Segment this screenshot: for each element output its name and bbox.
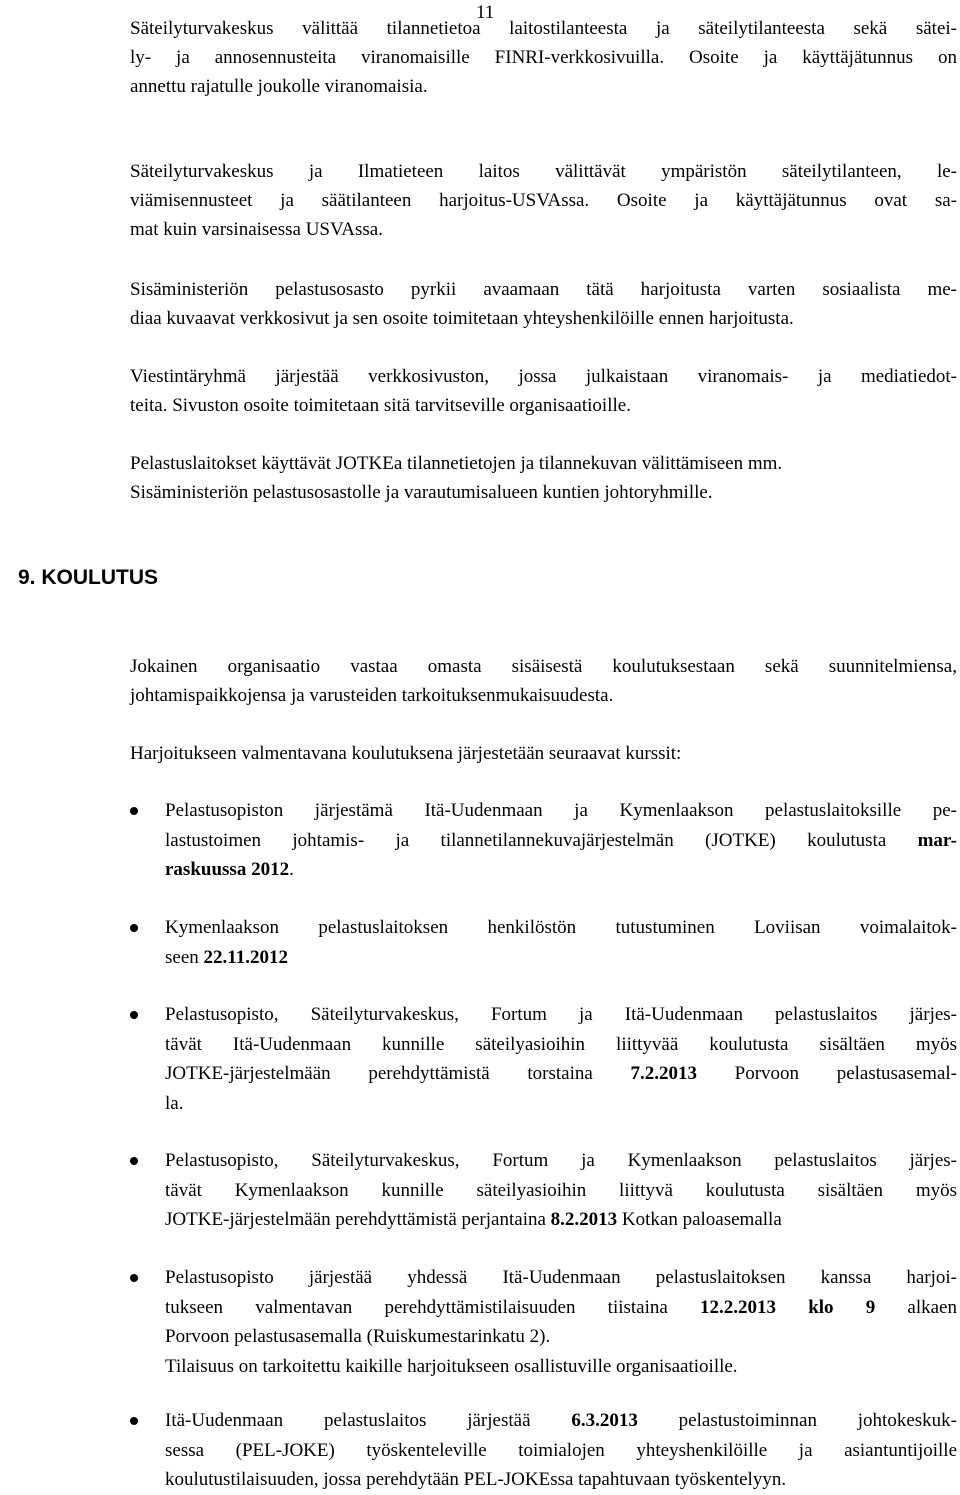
text-run: pelastustoiminnan johtokeskuk-	[637, 1410, 957, 1431]
text-run: JOTKE-järjestelmään perehdyttämistä perjantaina	[165, 1209, 551, 1230]
list-item-text	[165, 1406, 957, 1495]
list-item-line: tävät Itä-Uudenmaan kunnille säteilyasioihin liittyvää koulutusta sisältäen myös	[165, 1033, 957, 1055]
list-item-line	[165, 1406, 957, 1436]
paragraph-line: Säteilyturvakeskus ja Ilmatieteen laitos välittävät ympäristön säteilytilanteen, le-	[130, 161, 957, 182]
paragraph-line: Sisäministeriön pelastusosasto pyrkii avaamaan tätä harjoitusta varten sosiaalista me-	[130, 279, 957, 300]
paragraph-line: ly- ja annosennusteita viranomaisille FINRI-verkkosivuilla. Osoite ja käyttäjätunnus on	[130, 47, 957, 68]
bullet-icon	[130, 807, 138, 815]
text-run: Porvoon pelastusasemal-	[696, 1063, 957, 1084]
paragraph-line: diaa kuvaavat verkkosivut ja sen osoite toimitetaan yhteyshenkilöille ennen harjoitusta.	[130, 308, 794, 329]
bold-text-run: 7.2.2013	[630, 1063, 697, 1084]
paragraph-jotke	[130, 449, 957, 507]
list-item-text	[165, 796, 957, 885]
list-item-line: Pelastusopisto järjestää yhdessä Itä-Uudenmaan pelastuslaitoksen kanssa harjoi-	[165, 1267, 957, 1288]
bold-text-run: 22.11.2012	[203, 946, 288, 968]
paragraph-organisation	[130, 652, 957, 710]
paragraph-finri	[130, 14, 957, 101]
list-item-line: Pelastusopiston järjestämä Itä-Uudenmaan ja Kymenlaakson pelastuslaitoksille pe-	[165, 800, 957, 821]
paragraph-line: Pelastuslaitokset käyttävät JOTKEa tilannetietojen ja tilannekuvan välittämiseen mm.	[130, 453, 783, 474]
bold-text-run: mar-	[917, 829, 957, 851]
text-run: .	[289, 859, 294, 880]
paragraph-line: Säteilyturvakeskus välittää tilannetietoa laitostilanteesta ja säteilytilanteesta sekä sätei-	[130, 18, 957, 39]
list-item-line	[165, 1059, 957, 1089]
text-run: lastustoimen johtamis- ja tilannetilannekuvajärjestelmän (JOTKE) koulutusta	[165, 829, 918, 851]
text-run: Itä-Uudenmaan pelastuslaitos järjestää	[165, 1410, 572, 1431]
page-number: 11	[476, 2, 495, 23]
paragraph-social-media	[130, 275, 957, 333]
bold-text-run: raskuussa 2012	[165, 859, 290, 880]
paragraph-usva	[130, 157, 957, 244]
bold-text-run: 12.2.2013 klo 9	[700, 1296, 876, 1318]
paragraph-line: teita. Sivuston osoite toimitetaan sitä tarvitseville organisaatioille.	[130, 395, 631, 416]
text-run: alkaen	[875, 1296, 957, 1318]
paragraph-line: Jokainen organisaatio vastaa omasta sisäisestä koulutuksestaan sekä suunnitelmiensa,	[130, 656, 957, 677]
list-item-line	[165, 826, 957, 856]
list-item-line: Pelastusopisto, Säteilyturvakeskus, Fortum ja Itä-Uudenmaan pelastuslaitos järjes-	[165, 1004, 957, 1025]
list-item-line: tävät Kymenlaakson kunnille säteilyasioihin liittyvä koulutusta sisältäen myös	[165, 1179, 957, 1201]
bullet-icon	[130, 1157, 138, 1165]
list-item-text	[165, 1146, 957, 1235]
bullet-icon	[130, 1011, 138, 1019]
bold-text-run: 8.2.2013	[550, 1209, 618, 1230]
paragraph-line: annettu rajatulle joukolle viranomaisia.	[130, 76, 428, 97]
list-item-text	[165, 1263, 957, 1381]
text-run: Kotkan paloasemalla	[617, 1209, 782, 1230]
list-item-line: la.	[165, 1092, 184, 1114]
list-item-line	[165, 943, 957, 973]
text-run: tukseen valmentavan perehdyttämistilaisuuden tiistaina	[165, 1296, 701, 1318]
paragraph-line: mat kuin varsinaisessa USVAssa.	[130, 219, 383, 240]
section-heading: 9. KOULUTUS	[18, 566, 159, 589]
list-item-line: Pelastusopisto, Säteilyturvakeskus, Fortum ja Kymenlaakson pelastuslaitos järjes-	[165, 1150, 957, 1171]
list-item-line: Tilaisuus on tarkoitettu kaikille harjoitukseen osallistuville organisaatioille.	[165, 1355, 738, 1377]
text-run: JOTKE-järjestelmään perehdyttämistä torstaina	[165, 1063, 631, 1084]
paragraph-communications	[130, 362, 957, 420]
paragraph-line: Viestintäryhmä järjestää verkkosivuston, jossa julkaistaan viranomais- ja mediatiedot-	[130, 366, 957, 387]
paragraph-line: johtamispaikkojensa ja varusteiden tarkoituksenmukaisuudesta.	[130, 685, 614, 706]
paragraph-line: Sisäministeriön pelastusosastolle ja varautumisalueen kuntien johtoryhmille.	[130, 482, 713, 503]
bullet-icon	[130, 924, 138, 932]
list-item-line	[165, 1205, 957, 1235]
list-item-line: sessa (PEL-JOKE) työskenteleville toimialojen yhteyshenkilöille ja asiantuntijoille	[165, 1439, 957, 1461]
list-item-line: Porvoon pelastusasemalla (Ruiskumestarinkatu 2).	[165, 1326, 551, 1347]
text-run: seen	[165, 946, 204, 968]
list-item-line: koulutustilaisuuden, jossa perehdytään PEL-JOKEssa tapahtuvaan työskentelyyn.	[165, 1469, 787, 1490]
paragraph-line: viämisennusteet ja säätilanteen harjoitus-USVAssa. Osoite ja käyttäjätunnus ovat sa-	[130, 190, 957, 211]
bold-text-run: 6.3.2013	[571, 1410, 638, 1431]
list-item-text	[165, 1000, 957, 1118]
list-item-text	[165, 913, 957, 972]
list-item-line	[165, 855, 957, 885]
paragraph-line: Harjoitukseen valmentavana koulutuksena järjestetään seuraavat kurssit:	[130, 743, 682, 764]
bullet-icon	[130, 1417, 138, 1425]
list-item-line: Kymenlaakson pelastuslaitoksen henkilöstön tutustuminen Loviisan voimalaitok-	[165, 917, 957, 938]
bullet-icon	[130, 1274, 138, 1282]
paragraph-courses-intro	[130, 739, 957, 768]
list-item-line	[165, 1293, 957, 1323]
